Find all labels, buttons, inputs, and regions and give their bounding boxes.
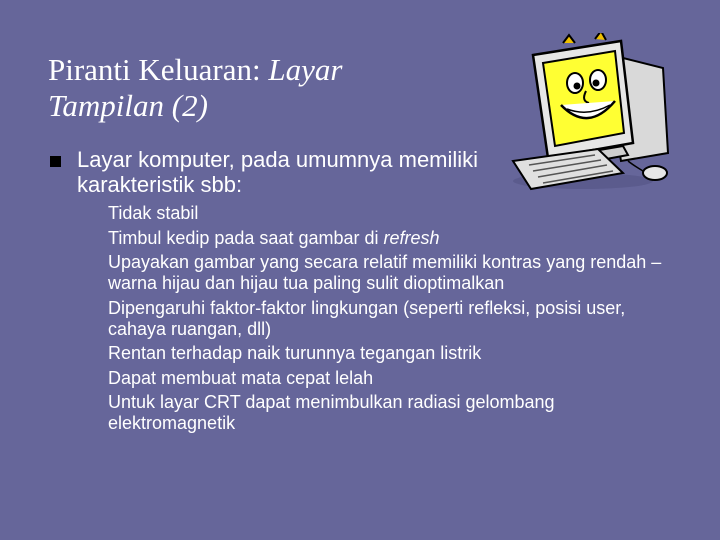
sub-bullet-emphasis: refresh: [383, 227, 440, 248]
sub-bullet-item: [108, 368, 678, 389]
sub-bullet-text: Timbul kedip pada saat gambar di: [108, 227, 384, 248]
sub-bullet-item: [108, 298, 678, 340]
sub-bullet-item: [108, 252, 678, 294]
bullet-line-1: Layar komputer, pada umumnya memiliki: [77, 147, 479, 172]
bullet-line-2: karakteristik sbb:: [77, 172, 243, 197]
smiling-computer-monitor-icon: [503, 33, 678, 193]
sub-bullet-list: [108, 203, 678, 438]
square-bullet-icon: [50, 156, 61, 167]
sub-bullet-text: Dipengaruhi faktor-faktor lingkungan (seperti refleksi, posisi user, cahaya ruangan, dll): [108, 297, 626, 339]
sub-bullet-item: [108, 343, 678, 364]
title-italic-1: Layar: [268, 52, 343, 87]
sub-bullet-item: [108, 228, 678, 249]
sub-bullet-item: [108, 203, 678, 224]
title-italic-2: Tampilan (2): [48, 88, 208, 123]
sub-bullet-text: Tidak stabil: [108, 203, 199, 223]
sub-bullet-text: Dapat membuat mata cepat lelah: [108, 367, 374, 388]
title-regular: Piranti Keluaran:: [48, 52, 261, 87]
sub-bullet-text: Untuk layar CRT dapat menimbulkan radiasi gelombang elektromagnetik: [108, 392, 555, 433]
slide-title: [48, 52, 468, 124]
sub-bullet-text: Rentan terhadap naik turunnya tegangan listrik: [108, 343, 482, 363]
sub-bullet-text: Upayakan gambar yang secara relatif memiliki kontras yang rendah – warna hijau dan hijau tua paling sulit dioptimalkan: [108, 252, 662, 293]
sub-bullet-item: [108, 392, 678, 434]
